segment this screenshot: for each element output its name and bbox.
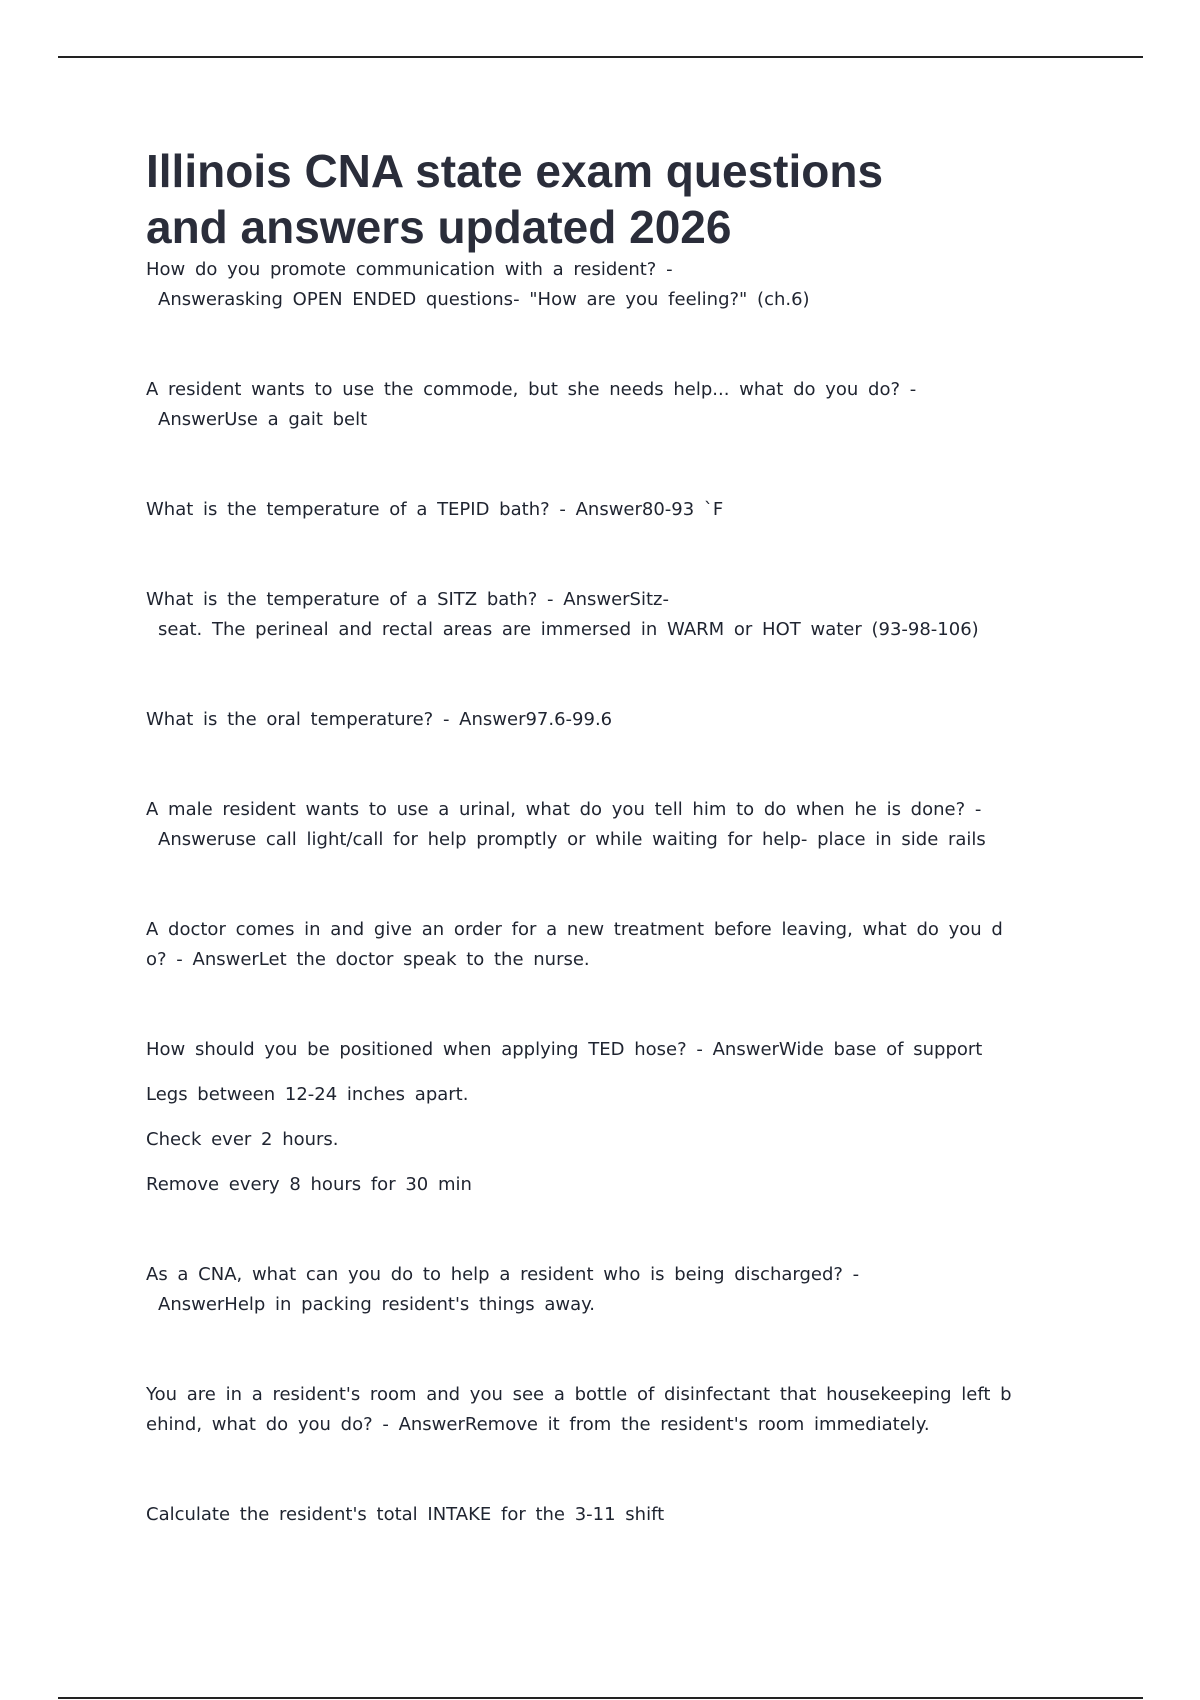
question-text: You are in a resident's room and you see a bottle of disinfectant that housekeeping left b [146,1384,1012,1405]
qa-entry-communication [146,255,1066,315]
answer-line-remove: Remove every 8 hours for 30 min [146,1174,472,1195]
qa-entry-disinfectant [146,1380,1066,1440]
question-text: Calculate the resident's total INTAKE for the 3-11 shift [146,1504,665,1525]
document-body [146,143,1066,1530]
top-divider [58,56,1143,58]
qa-entry-urinal [146,795,1066,855]
answer-text: ehind, what do you do? - AnswerRemove it from the resident's room immediately. [146,1414,930,1435]
question-text: A resident wants to use the commode, but she needs help... what do you do? - [146,379,917,400]
answer-text: Answeruse call light/call for help promptly or while waiting for help- place in side rails [158,829,986,850]
question-text: What is the temperature of a TEPID bath? - Answer80-93 `F [146,499,724,520]
qa-list [146,255,1066,1530]
answer-text: seat. The perineal and rectal areas are immersed in WARM or HOT water (93-98-106) [158,619,979,640]
qa-entry-tepid-bath [146,495,1066,525]
qa-entry-sitz-bath [146,585,1066,645]
qa-entry-ted-hose [146,1035,1066,1200]
bottom-divider [58,1697,1143,1699]
answer-text: o? - AnswerLet the doctor speak to the nurse. [146,949,590,970]
question-text: What is the oral temperature? - Answer97.6-99.6 [146,709,613,730]
title-line-1: Illinois CNA state exam questions [146,145,884,197]
qa-entry-intake [146,1500,1066,1530]
answer-text: Answerasking OPEN ENDED questions- "How are you feeling?" (ch.6) [158,289,810,310]
qa-entry-commode [146,375,1066,435]
question-text: How should you be positioned when applying TED hose? - AnswerWide base of support [146,1039,983,1060]
qa-entry-discharge [146,1260,1066,1320]
question-text: As a CNA, what can you do to help a resident who is being discharged? - [146,1264,860,1285]
question-text: A male resident wants to use a urinal, what do you tell him to do when he is done? - [146,799,982,820]
title-line-2: and answers updated 2026 [146,201,732,253]
question-text: How do you promote communication with a resident? - [146,259,673,280]
answer-text: AnswerHelp in packing resident's things away. [158,1294,595,1315]
qa-entry-oral-temperature [146,705,1066,735]
question-text: What is the temperature of a SITZ bath? - AnswerSitz- [146,589,669,610]
qa-entry-doctor-order [146,915,1066,975]
document-title [146,143,1066,255]
answer-text: AnswerUse a gait belt [158,409,368,430]
answer-line-check: Check ever 2 hours. [146,1129,339,1150]
question-text: A doctor comes in and give an order for a new treatment before leaving, what do you d [146,919,1003,940]
answer-line-legs: Legs between 12-24 inches apart. [146,1084,469,1105]
